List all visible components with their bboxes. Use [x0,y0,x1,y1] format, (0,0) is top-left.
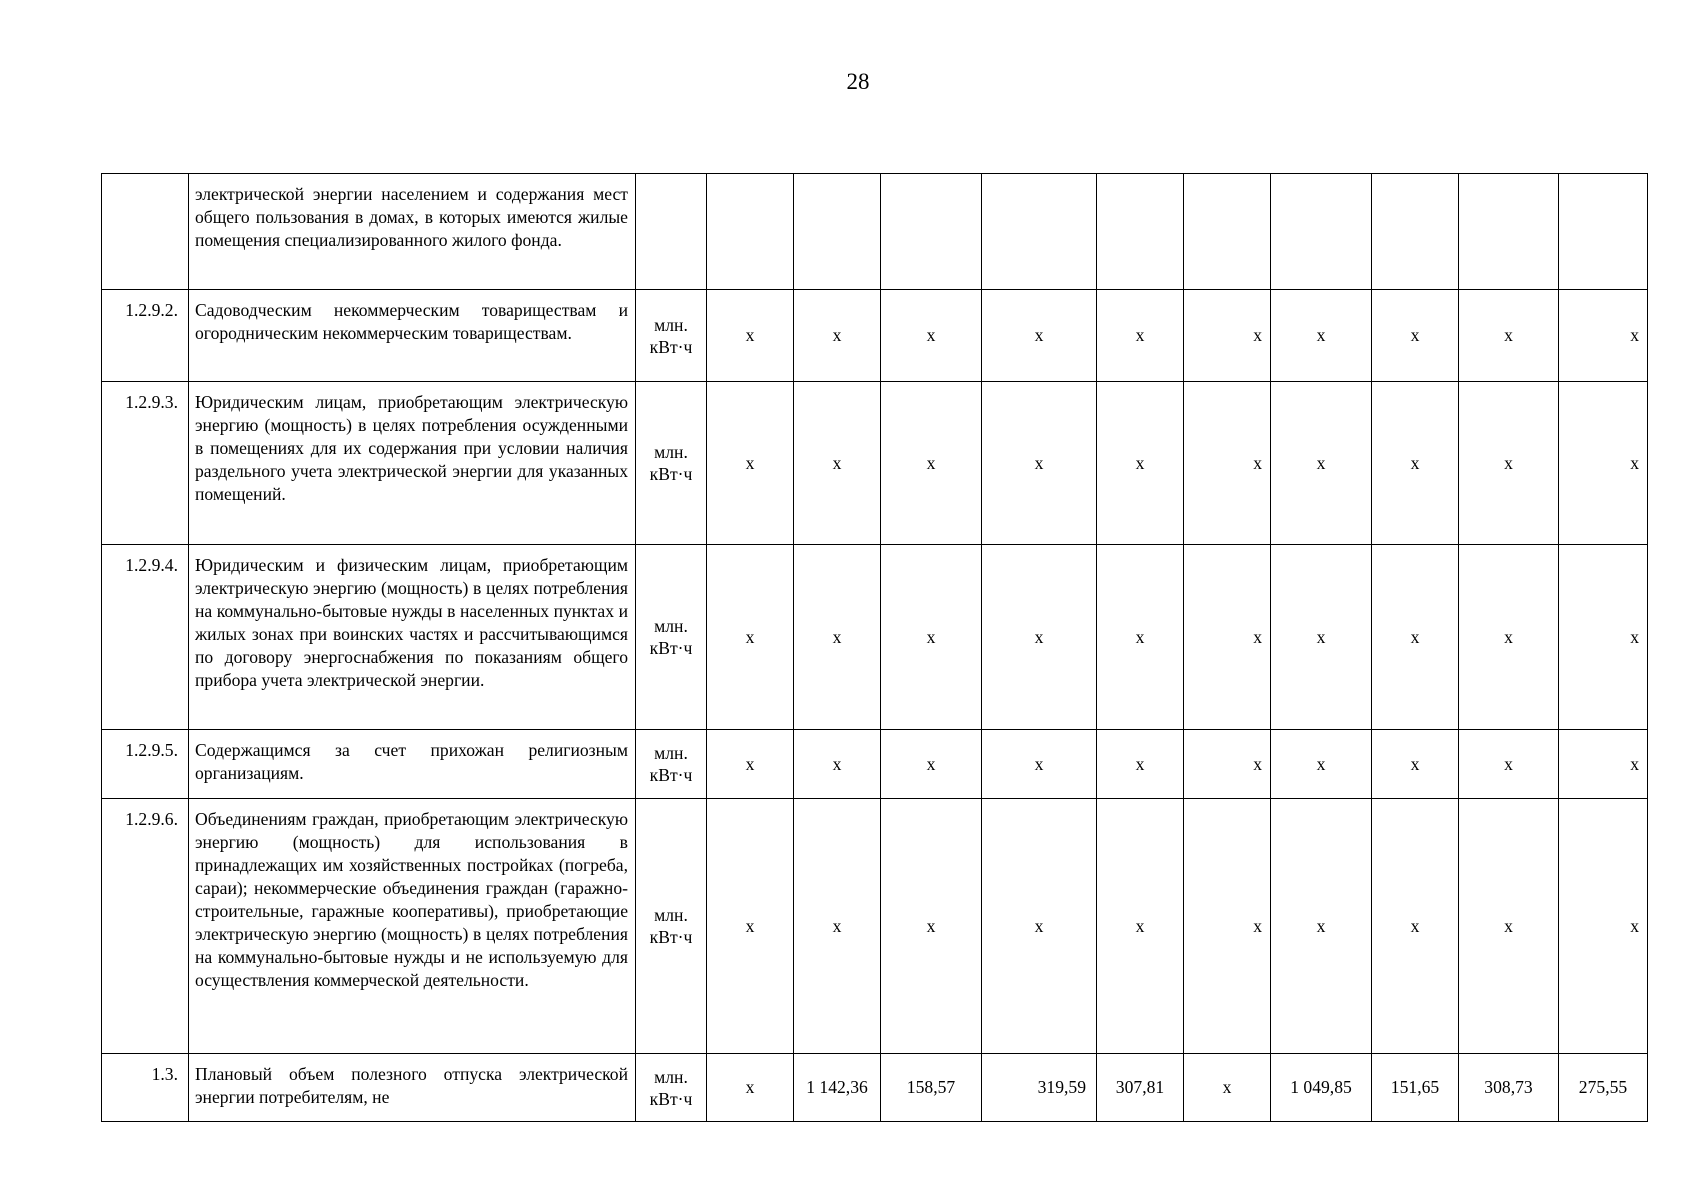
row-number: 1.3. [102,1054,189,1122]
row-description: Плановый объем полезного отпуска электрической энергии потребителям, не [189,1054,636,1122]
value-cell: x [982,290,1097,382]
value-cell: x [1271,382,1372,545]
value-cell: x [1184,799,1271,1054]
value-cell: x [1184,382,1271,545]
value-cell [1559,174,1648,290]
value-cell [982,174,1097,290]
value-cell: x [707,290,794,382]
value-cell: x [707,730,794,799]
value-cell [1184,174,1271,290]
value-cell: x [707,545,794,730]
value-cell: x [881,730,982,799]
row-unit [636,174,707,290]
value-cell: x [1184,1054,1271,1122]
value-cell: x [1372,545,1459,730]
row-description: Садоводческим некоммерческим товариществам и огородническим некоммерческим товариществам. [189,290,636,382]
value-cell: x [794,730,881,799]
value-cell: x [1459,799,1559,1054]
value-cell: x [1559,382,1648,545]
row-number: 1.2.9.3. [102,382,189,545]
value-cell [1459,174,1559,290]
row-unit: млн. кВт·ч [636,730,707,799]
row-number [102,174,189,290]
value-cell: x [1559,799,1648,1054]
value-cell: x [707,799,794,1054]
value-cell: 308,73 [1459,1054,1559,1122]
value-cell: x [794,545,881,730]
row-description: электрической энергии населением и содержания мест общего пользования в домах, в которых имеются жилые помещения специализированного жилого фонда. [189,174,636,290]
value-cell: x [1559,545,1648,730]
value-cell: x [1372,382,1459,545]
value-cell: x [881,290,982,382]
row-unit: млн. кВт·ч [636,290,707,382]
value-cell: 307,81 [1097,1054,1184,1122]
row-number: 1.2.9.6. [102,799,189,1054]
value-cell: x [982,730,1097,799]
row-description: Содержащимся за счет прихожан религиозным организациям. [189,730,636,799]
value-cell: 1 142,36 [794,1054,881,1122]
value-cell: x [1372,290,1459,382]
value-cell: x [794,382,881,545]
value-cell: x [881,382,982,545]
value-cell: x [1459,382,1559,545]
value-cell: x [1097,290,1184,382]
table-row [102,799,1648,1054]
row-unit: млн. кВт·ч [636,545,707,730]
value-cell: x [1271,290,1372,382]
value-cell [1097,174,1184,290]
table-row [102,730,1648,799]
value-cell: x [881,545,982,730]
value-cell [1271,174,1372,290]
value-cell: x [794,290,881,382]
table-row [102,290,1648,382]
value-cell: x [1271,545,1372,730]
value-cell: x [1271,730,1372,799]
value-cell: x [707,1054,794,1122]
value-cell: x [1459,290,1559,382]
value-cell: x [1372,799,1459,1054]
value-cell: 151,65 [1372,1054,1459,1122]
row-unit: млн. кВт·ч [636,1054,707,1122]
value-cell: x [1097,799,1184,1054]
value-cell: x [982,799,1097,1054]
value-cell [794,174,881,290]
value-cell: x [881,799,982,1054]
value-cell: x [1372,730,1459,799]
value-cell: x [1184,545,1271,730]
value-cell: x [982,382,1097,545]
value-cell: x [1271,799,1372,1054]
row-number: 1.2.9.2. [102,290,189,382]
value-cell [1372,174,1459,290]
table-row [102,174,1648,290]
value-cell: 319,59 [982,1054,1097,1122]
value-cell: x [707,382,794,545]
data-table [101,173,1648,1122]
row-unit: млн. кВт·ч [636,382,707,545]
value-cell: x [982,545,1097,730]
row-description: Объединениям граждан, приобретающим электрическую энергию (мощность) для использования в принадлежащих им хозяйственных постройках (погреба, сараи); некоммерческие объединения граждан (гаражно-строительные, гаражные кооперативы), приобретающие электрическую энергию (мощность) в целях потребления на коммунально-бытовые нужды и не используемую для осуществления коммерческой деятельности. [189,799,636,1054]
value-cell: 158,57 [881,1054,982,1122]
row-number: 1.2.9.5. [102,730,189,799]
table-row [102,545,1648,730]
value-cell: x [1097,545,1184,730]
value-cell: x [1459,545,1559,730]
value-cell [707,174,794,290]
value-cell [881,174,982,290]
value-cell: x [1184,290,1271,382]
page-number: 28 [846,69,870,94]
value-cell: x [794,799,881,1054]
value-cell: 1 049,85 [1271,1054,1372,1122]
value-cell: x [1459,730,1559,799]
row-description: Юридическим лицам, приобретающим электрическую энергию (мощность) в целях потребления осужденными в помещениях для их содержания при условии наличия раздельного учета электрической энергии для указанных помещений. [189,382,636,545]
table-row [102,1054,1648,1122]
value-cell: x [1097,382,1184,545]
value-cell: 275,55 [1559,1054,1648,1122]
table-row [102,382,1648,545]
value-cell: x [1097,730,1184,799]
value-cell: x [1559,730,1648,799]
row-description: Юридическим и физическим лицам, приобретающим электрическую энергию (мощность) в целях потребления на коммунально-бытовые нужды в населенных пунктах и жилых зонах при воинских частях и рассчитывающимся по договору энергоснабжения по показаниям общего прибора учета электрической энергии. [189,545,636,730]
row-unit: млн. кВт·ч [636,799,707,1054]
row-number: 1.2.9.4. [102,545,189,730]
value-cell: x [1184,730,1271,799]
value-cell: x [1559,290,1648,382]
